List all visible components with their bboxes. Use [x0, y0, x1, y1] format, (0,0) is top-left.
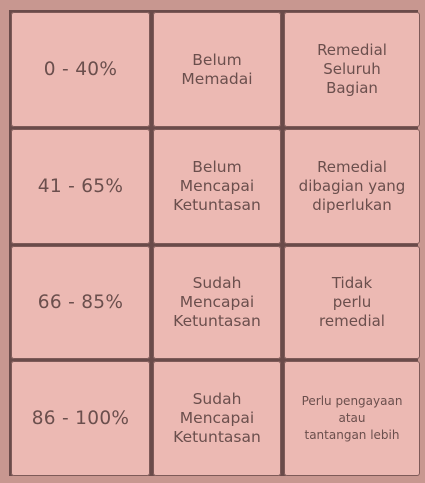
range-cell: 41 - 65% [11, 129, 150, 244]
action-cell: Remedial dibagian yang diperlukan [284, 129, 420, 244]
status-cell: Sudah Mencapai Ketuntasan [153, 361, 281, 476]
criteria-table [9, 10, 418, 476]
action-cell: Perlu pengayaan atau tantangan lebih [284, 361, 420, 476]
action-cell: Remedial Seluruh Bagian [284, 12, 420, 127]
action-cell: Tidak perlu remedial [284, 246, 420, 359]
status-cell: Belum Mencapai Ketuntasan [153, 129, 281, 244]
range-cell: 86 - 100% [11, 361, 150, 476]
range-cell: 66 - 85% [11, 246, 150, 359]
status-cell: Sudah Mencapai Ketuntasan [153, 246, 281, 359]
status-cell: Belum Memadai [153, 12, 281, 127]
range-cell: 0 - 40% [11, 12, 150, 127]
